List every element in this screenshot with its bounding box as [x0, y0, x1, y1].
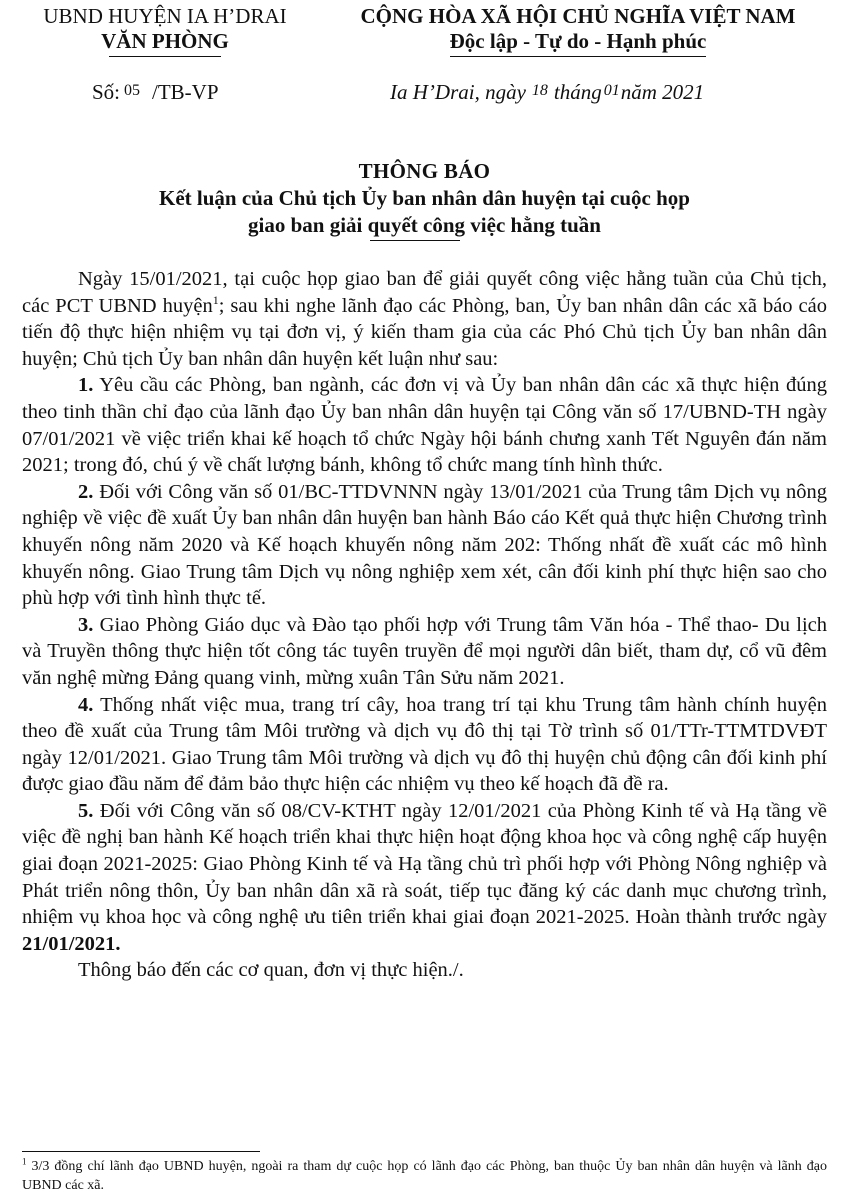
intro-text-b: ; sau khi nghe lãnh đạo các Phòng, ban, Ủy ban nhân dân các xã báo cáo tiến độ thực hiện nhiệm vụ tại đơn vị, ý kiến tham gia của các Phó Chủ tịch Ủy ban nhân dân huyện; Chủ tịch Ủy ban nhân dân huyện kết luận như sau:: [22, 294, 827, 370]
country-name: CỘNG HÒA XÃ HỘI CHỦ NGHĨA VIỆT NAM: [360, 4, 796, 28]
national-motto: Độc lập - Tự do - Hạnh phúc: [449, 29, 707, 53]
agency-parent: UBND HUYỆN IA H’DRAI: [43, 4, 287, 28]
item-number: 4.: [78, 693, 94, 716]
date-year: năm 2021: [620, 80, 705, 104]
issuing-agency: [30, 4, 300, 54]
title-underline: [370, 240, 460, 241]
national-heading: [318, 4, 838, 54]
item-text: Đối với Công văn số 01/BC-TTDVNNN ngày 13/01/2021 của Trung tâm Dịch vụ nông nghiệp về việc đề xuất Ủy ban nhân dân huyện ban hành Báo cáo Kết quả thực hiện Chương trình khuyến nông năm 2020 và Kế hoạch khuyến nông năm 202: Thống nhất đề xuất các mô hình khuyến nông. Giao Trung tâm Dịch vụ nông nghiệp xem xét, cân đối kinh phí thực hiện sao cho phù hợp với tình hình thực tế.: [22, 480, 827, 610]
footnote-text: 3/3 đồng chí lãnh đạo UBND huyện, ngoài ra tham dự cuộc họp có lãnh đạo các Phòng, ban thuộc Ủy ban nhân dân huyện và lãnh đạo UBND các xã.: [22, 1159, 827, 1193]
item-number: 1.: [78, 374, 94, 397]
item-number: 5.: [78, 799, 94, 822]
deadline-date: 21/01/2021.: [22, 932, 121, 955]
intro-paragraph: [22, 266, 827, 372]
footnote: [22, 1157, 827, 1195]
document-body: [22, 266, 827, 984]
date-month-label: tháng: [553, 80, 602, 104]
item-paragraph-3: [22, 612, 827, 692]
intro-text-a: Ngày 15/01/2021, tại cuộc họp giao ban để giải quyết công việc hằng tuần của Chủ tịch, các PCT UBND huyện: [22, 268, 827, 317]
docno-handwritten-number: 05: [124, 82, 141, 99]
footnote-mark: 1: [22, 1156, 27, 1167]
date-month: 01: [603, 82, 620, 99]
item-number: 2.: [78, 480, 94, 503]
footnote-ref: 1: [212, 292, 219, 307]
docno-prefix: Số:: [92, 80, 121, 104]
document-number: [92, 80, 219, 105]
item-number: 3.: [78, 613, 94, 636]
date-day: 18: [531, 82, 548, 99]
item-paragraph-4: [22, 692, 827, 798]
item-paragraph-2: [22, 479, 827, 612]
item-paragraph-5: [22, 798, 827, 958]
item-text: Yêu cầu các Phòng, ban ngành, các đơn vị và Ủy ban nhân dân các xã thực hiện đúng theo tinh thần chỉ đạo của lãnh đạo Ủy ban nhân dân huyện tại Công văn số 17/UBND-TH ngày 07/01/2021 về việc triển khai kế hoạch tổ chức Ngày hội bánh chưng xanh Tết Nguyên đán năm 2021; trong đó, chú ý về chất lượng bánh, không tổ chức mang tính hình thức.: [22, 374, 827, 477]
place-and-date: [390, 80, 704, 105]
title-subject-line1: Kết luận của Chủ tịch Ủy ban nhân dân huyện tại cuộc họp: [159, 186, 690, 210]
closing-paragraph: Thông báo đến các cơ quan, đơn vị thực hiện./.: [78, 959, 464, 982]
item-text: Giao Phòng Giáo dục và Đào tạo phối hợp với Trung tâm Văn hóa - Thể thao- Du lịch và Truyền thông thực hiện tốt công tác tuyên truyền để mọi người dân biết, tham dự, cổ vũ đêm văn nghệ mừng Đảng quang vinh, mừng xuân Tân Sửu năm 2021.: [22, 613, 827, 689]
title-subject-line2: giao ban giải quyết công việc hằng tuần: [248, 213, 601, 237]
title-type: THÔNG BÁO: [358, 159, 491, 183]
agency-name: VĂN PHÒNG: [101, 29, 229, 53]
item-paragraph-1: [22, 372, 827, 478]
footnote-separator: [22, 1151, 260, 1152]
date-place: Ia H’Drai, ngày: [390, 80, 526, 104]
item-text: Đối với Công văn số 08/CV-KTHT ngày 12/01/2021 của Phòng Kinh tế và Hạ tầng về việc đề nghị ban hành Kế hoạch triển khai thực hiện hoạt động khoa học và công nghệ cấp huyện giai đoạn 2021-2025: Giao Phòng Kinh tế và Hạ tầng chủ trì phối hợp với Phòng Nông nghiệp và Phát triển nông thôn, Ủy ban nhân dân xã rà soát, tiếp tục đăng ký các danh mục chương trình, nhiệm vụ khoa học và công nghệ ưu tiên triển khai giai đoạn 2021-2025. Hoàn thành trước ngày: [22, 799, 827, 929]
docno-suffix: /TB-VP: [152, 80, 219, 104]
item-text: Thống nhất việc mua, trang trí cây, hoa trang trí tại khu Trung tâm hành chính huyện theo đề xuất của Trung tâm Môi trường và dịch vụ đô thị tại Tờ trình số 01/TTr-TTMTDVĐT ngày 12/01/2021. Giao Trung tâm Môi trường và dịch vụ đô thị huyện chủ động cân đối kinh phí được giao đầu năm để đảm bảo thực hiện các nhiệm vụ theo kế hoạch đã đề ra.: [22, 693, 827, 796]
document-title: [0, 158, 849, 239]
